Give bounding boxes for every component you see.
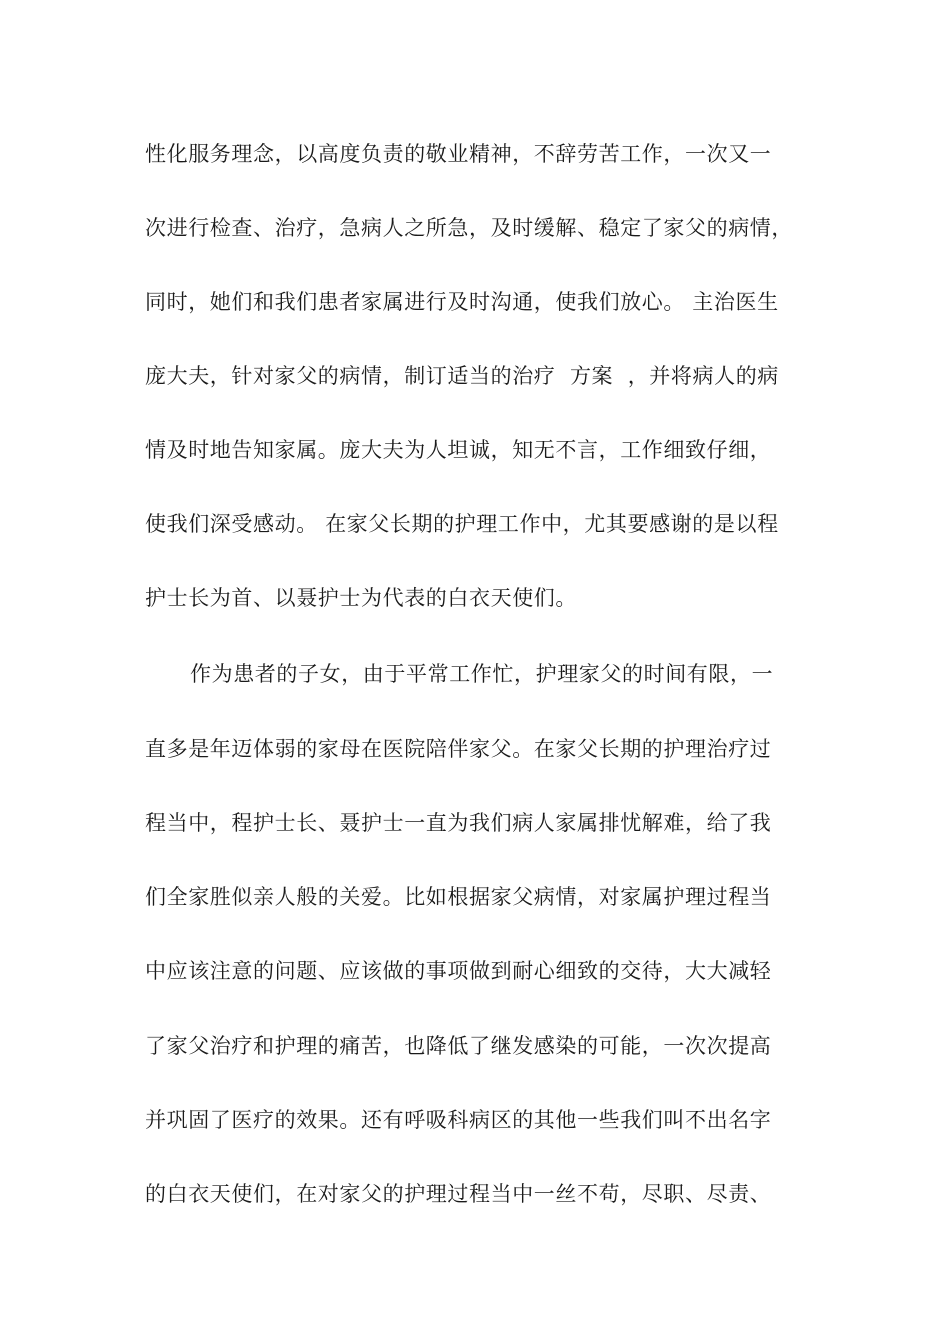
text-line: 护士长为首、以聂护士为代表的白衣天使们。 (145, 586, 577, 610)
text-line: 庞大夫，针对家父的病情，制订适当的治疗 方案 ，并将病人的病 (145, 364, 779, 388)
text-line: 中应该注意的问题、应该做的事项做到耐心细致的交待，大大减轻 (145, 959, 772, 983)
text-line: 直多是年迈体弱的家母在医院陪伴家父。在家父长期的护理治疗过 (145, 737, 772, 761)
text-line: 性化服务理念，以高度负责的敬业精神，不辞劳苦工作，一次又一 (145, 142, 772, 166)
text-line: 同时，她们和我们患者家属进行及时沟通，使我们放心。 主治医生 (145, 290, 779, 314)
text-line: 的白衣天使们，在对家父的护理过程当中一丝不苟，尽职、尽责、 (145, 1182, 772, 1206)
text-line: 了家父治疗和护理的痛苦，也降低了继发感染的可能，一次次提高 (145, 1034, 772, 1058)
text-line: 使我们深受感动。 在家父长期的护理工作中，尤其要感谢的是以程 (145, 512, 779, 536)
text-line: 们全家胜似亲人般的关爱。比如根据家父病情，对家属护理过程当 (145, 885, 772, 909)
text-line: 作为患者的子女，由于平常工作忙，护理家父的时间有限，一 (190, 662, 774, 686)
text-line: 并巩固了医疗的效果。还有呼吸科病区的其他一些我们叫不出名字 (145, 1108, 772, 1132)
text-line: 程当中，程护士长、聂护士一直为我们病人家属排忧解难，给了我 (145, 811, 772, 835)
text-line: 情及时地告知家属。庞大夫为人坦诚，知无不言，工作细致仔细， (145, 438, 772, 462)
text-line: 次进行检查、治疗，急病人之所急，及时缓解、稳定了家父的病情， (145, 216, 793, 240)
